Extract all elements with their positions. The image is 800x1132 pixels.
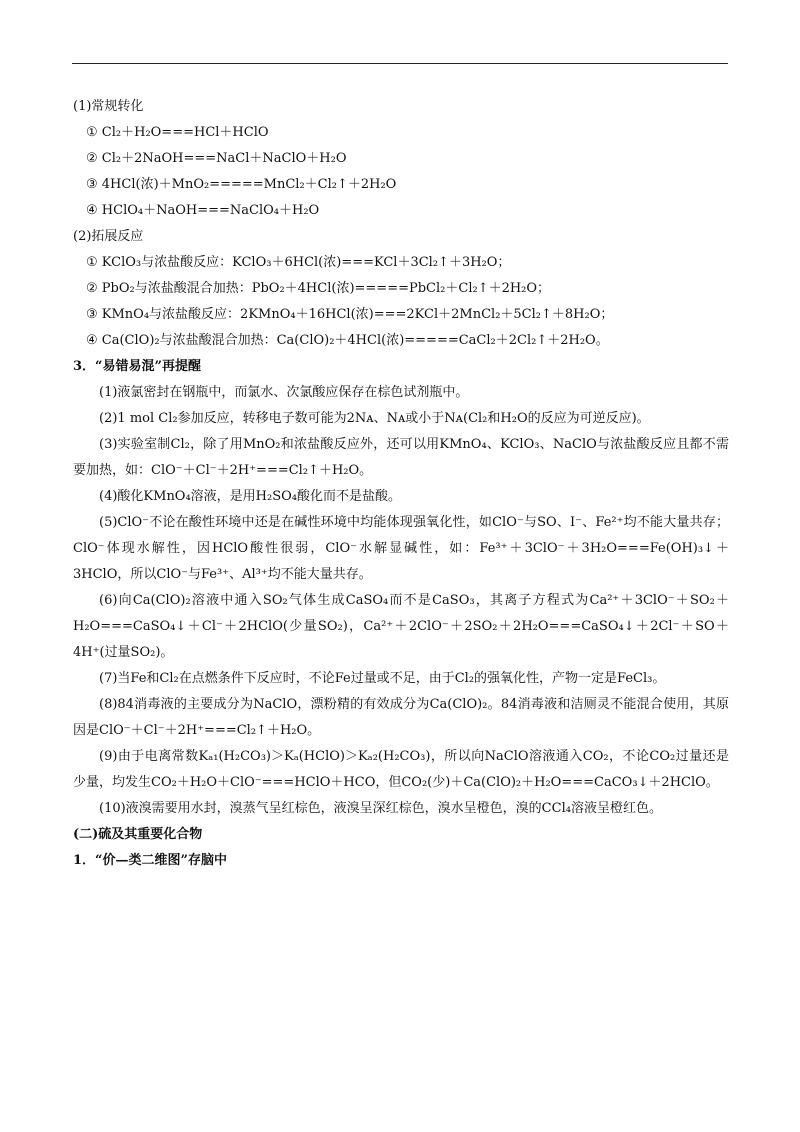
- equation-line: ③ 4HCl(浓)＋MnO₂=====MnCl₂＋Cl₂↑＋2H₂O: [86, 177, 397, 192]
- section-heading: (1)常规转化: [73, 99, 144, 114]
- note-paragraph: (8)84消毒液的主要成分为NaClO，漂粉精的有效成分为Ca(ClO)₂。84消毒液和洁厕灵不能混合使用，其原因是ClO⁻＋Cl⁻＋2H⁺===Cl₂↑＋H₂O。: [73, 697, 729, 738]
- equation-line: ③ KMnO₄与浓盐酸反应：2KMnO₄＋16HCl(浓)===2KCl＋2MnCl₂＋5Cl₂↑＋8H₂O；: [86, 307, 614, 322]
- note-paragraph: (9)由于电离常数Kₐ₁(H₂CO₃)＞Kₐ(HClO)＞Kₐ₂(H₂CO₃)，所以向NaClO溶液通入CO₂，不论CO₂过量还是少量，均发生CO₂＋H₂O＋ClO⁻===HClO＋HCO，但CO₂(少)＋Ca(ClO)₂＋H₂O===CaCO₃↓＋2HClO。: [73, 749, 729, 790]
- equation-line: ② PbO₂与浓盐酸混合加热：PbO₂＋4HCl(浓)=====PbCl₂＋Cl₂↑＋2H₂O；: [86, 281, 551, 296]
- note-paragraph: (1)液氯密封在钢瓶中，而氯水、次氯酸应保存在棕色试剂瓶中。: [99, 385, 469, 400]
- note-paragraph: (4)酸化KMnO₄溶液，是用H₂SO₄酸化而不是盐酸。: [99, 489, 402, 504]
- note-paragraph: (5)ClO⁻不论在酸性环境中还是在碱性环境中均能体现强氧化性，如ClO⁻与SO、I⁻、Fe²⁺均不能大量共存；ClO⁻体现水解性，因HClO酸性很弱，ClO⁻水解显碱性，如：Fe³⁺＋3ClO⁻＋3H₂O===Fe(OH)₃↓＋3HClO，所以ClO⁻与Fe³⁺、Al³⁺均不能大量共存。: [73, 515, 729, 582]
- section-heading-bold: 3．“易错易混”再提醒: [73, 359, 202, 374]
- note-paragraph: (3)实验室制Cl₂，除了用MnO₂和浓盐酸反应外，还可以用KMnO₄、KClO₃、NaClO与浓盐酸反应且都不需要加热，如：ClO⁻＋Cl⁻＋2H⁺===Cl₂↑＋H₂O。: [73, 437, 729, 478]
- document-body: [73, 94, 729, 874]
- header-rule: [72, 63, 728, 64]
- equation-line: ② Cl₂＋2NaOH===NaCl＋NaClO＋H₂O: [86, 151, 347, 166]
- note-paragraph: (2)1 mol Cl₂参加反应，转移电子数可能为2Nᴀ、Nᴀ或小于Nᴀ(Cl₂和H₂O的反应为可逆反应)。: [99, 411, 650, 426]
- equation-line: ① Cl₂＋H₂O===HCl＋HClO: [86, 125, 269, 140]
- chapter-heading: (二)硫及其重要化合物: [73, 827, 203, 842]
- subsection-heading: 1．“价—类二维图”存脑中: [73, 853, 228, 868]
- note-paragraph: (10)液溴需要用水封，溴蒸气呈红棕色，液溴呈深红棕色，溴水呈橙色，溴的CCl₄溶液呈橙红色。: [99, 801, 662, 816]
- note-paragraph: (7)当Fe和Cl₂在点燃条件下反应时，不论Fe过量或不足，由于Cl₂的强氧化性，产物一定是FeCl₃。: [99, 671, 666, 686]
- note-paragraph: (6)向Ca(ClO)₂溶液中通入SO₂气体生成CaSO₄而不是CaSO₃，其离子方程式为Ca²⁺＋3ClO⁻＋SO₂＋H₂O===CaSO₄↓＋Cl⁻＋2HClO(少量SO₂)，Ca²⁺＋2ClO⁻＋2SO₂＋2H₂O===CaSO₄↓＋2Cl⁻＋SO＋4H⁺(过量SO₂)。: [73, 593, 729, 660]
- equation-line: ④ HClO₄＋NaOH===NaClO₄＋H₂O: [86, 203, 320, 218]
- equation-line: ① KClO₃与浓盐酸反应：KClO₃＋6HCl(浓)===KCl＋3Cl₂↑＋3H₂O；: [86, 255, 511, 270]
- section-heading: (2)拓展反应: [73, 229, 144, 244]
- equation-line: ④ Ca(ClO)₂与浓盐酸混合加热：Ca(ClO)₂＋4HCl(浓)=====CaCl₂＋2Cl₂↑＋2H₂O。: [86, 333, 609, 348]
